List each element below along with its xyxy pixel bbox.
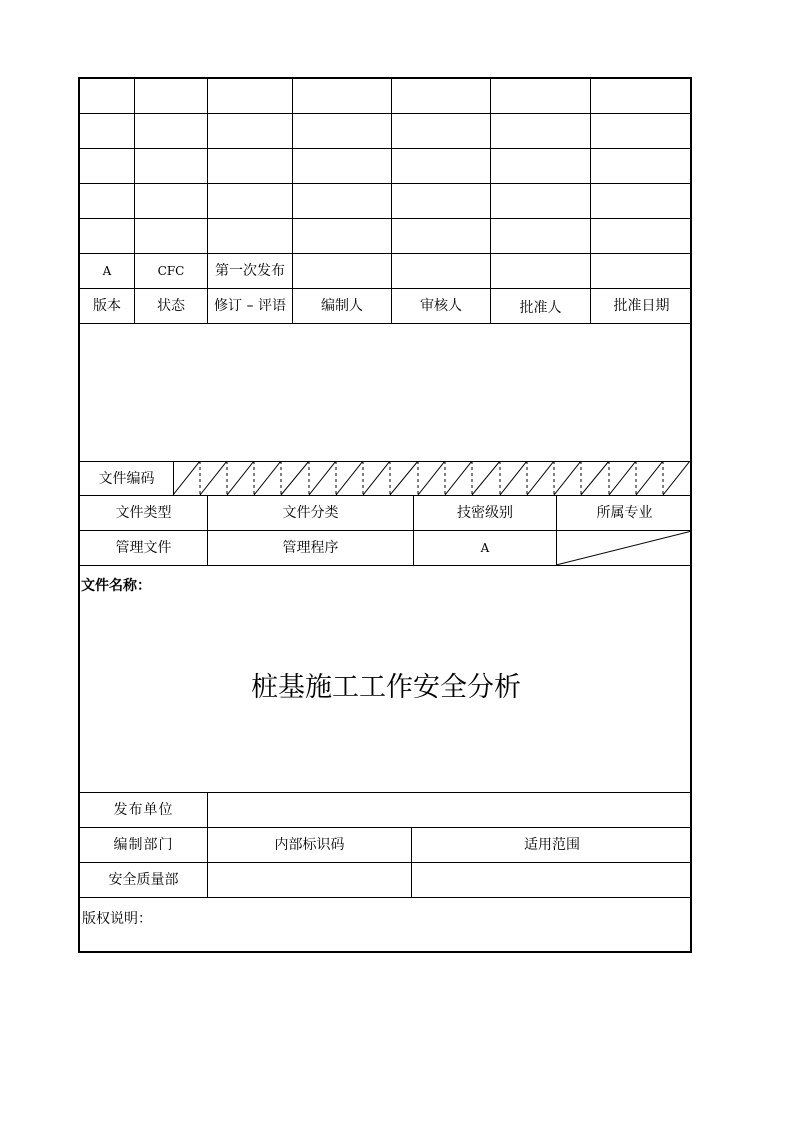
secret-level-value: A [480,541,490,555]
row-divider [78,897,692,898]
header-reviewer: 审核人 [420,298,462,314]
rev-a-reviewer [392,254,490,288]
dept-label: 编制部门 [113,837,174,853]
internal-code-value [208,863,411,897]
header-version: 版本 [93,298,121,314]
row-divider [78,218,692,219]
rev-a-approval-date [591,254,692,288]
rev-a-approver [491,254,590,288]
issuer-label: 发布单位 [113,802,174,818]
row-divider [78,323,692,324]
rev-a-status: CFC [157,264,185,278]
file-type-value: 管理文件 [115,540,172,556]
file-name-label: 文件名称： [81,578,151,594]
file-code-hatch [173,461,692,495]
row-divider [78,183,692,184]
copyright-label: 版权说明： [82,911,152,927]
document-title: 桩基施工工作安全分析 [251,672,521,703]
rev-a-remark: 第一次发布 [215,263,285,279]
header-remark: 修订 – 评语 [214,298,286,314]
dept-value: 安全质量部 [108,872,179,888]
internal-code-label: 内部标识码 [274,837,345,853]
row-divider [78,565,692,566]
file-code-label: 文件编码 [98,471,155,487]
row-divider [78,113,692,114]
file-category-value: 管理程序 [282,540,339,556]
row-divider [78,148,692,149]
header-approver: 批准人 [519,300,562,316]
secret-level-header: 技密级别 [457,505,513,521]
issuer-value [208,793,692,827]
scope-value [412,863,692,897]
header-status: 状态 [157,298,185,314]
discipline-value [557,531,692,565]
header-author: 编制人 [321,298,363,314]
header-approval-date: 批准日期 [613,298,670,314]
discipline-header: 所属专业 [596,505,653,521]
scope-label: 适用范围 [524,837,580,853]
file-category-header: 文件分类 [282,505,339,521]
file-type-header: 文件类型 [115,505,172,521]
rev-a-author [293,254,391,288]
rev-a-version: A [102,264,112,278]
